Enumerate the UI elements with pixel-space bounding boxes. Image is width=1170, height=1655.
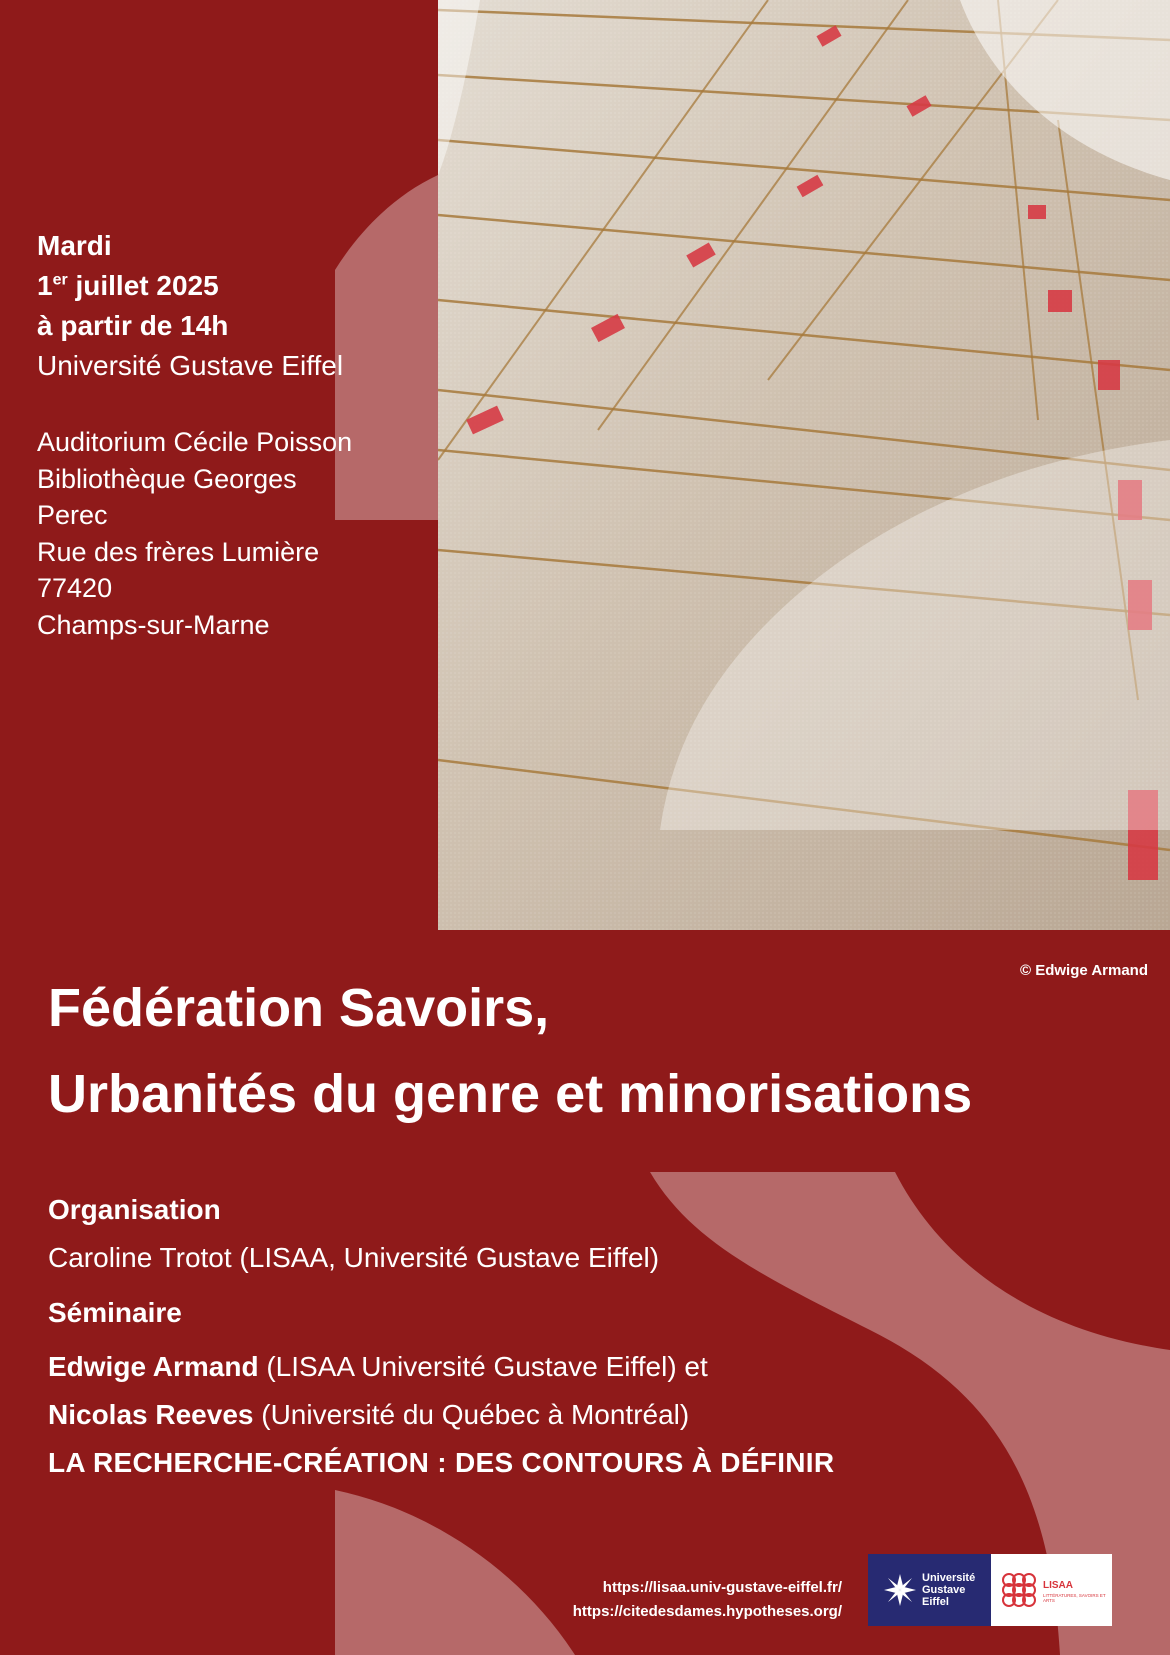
- event-institution: Université Gustave Eiffel: [37, 350, 344, 381]
- event-date-day: 1: [37, 270, 53, 301]
- link-citedesdames[interactable]: https://citedesdames.hypotheses.org/: [572, 1603, 842, 1620]
- textile-photo-graphic: [438, 0, 1170, 930]
- link-lisaa[interactable]: https://lisaa.univ-gustave-eiffel.fr/: [602, 1579, 842, 1596]
- organisation-text: Caroline Trotot (LISAA, Université Gustave Eiffel): [48, 1242, 660, 1273]
- speaker-2: [48, 1399, 689, 1431]
- event-date-suffix: er: [52, 271, 68, 289]
- photo-credit: © Edwige Armand: [1019, 962, 1148, 979]
- links: [520, 1576, 842, 1624]
- ugr-star-icon: [880, 1570, 920, 1610]
- lisaa-name: LISAA: [1043, 1580, 1073, 1591]
- lisaa-logo: [991, 1554, 1112, 1626]
- ugr-logo-text: [922, 1572, 975, 1608]
- event-date-rest: juillet 2025: [75, 270, 219, 301]
- venue-line: Perec: [37, 500, 108, 530]
- organisation-heading: Organisation: [48, 1194, 221, 1225]
- speaker-1: [48, 1351, 708, 1383]
- talk-title: LA RECHERCHE-CRÉATION : DES CONTOURS À DÉFINIR: [48, 1447, 835, 1478]
- title-line-1: Fédération Savoirs,: [48, 978, 550, 1038]
- venue-line: Rue des frères Lumière: [37, 536, 320, 567]
- lisaa-knot-icon: [999, 1570, 1039, 1610]
- title-line-2: Urbanités du genre et minorisations: [48, 1064, 973, 1124]
- event-info: [37, 226, 417, 386]
- speaker-1-name: Edwige Armand: [48, 1351, 259, 1382]
- event-day: Mardi: [37, 230, 112, 261]
- venue-line: Auditorium Cécile Poisson: [37, 427, 353, 457]
- ugr-line-3: Eiffel: [922, 1596, 949, 1608]
- venue-line: 77420: [37, 573, 113, 603]
- poster-title: [48, 965, 1158, 1137]
- event-date: [37, 266, 417, 306]
- speaker-1-affiliation: (LISAA Université Gustave Eiffel) et: [258, 1351, 708, 1382]
- lisaa-subtitle: LITTÉRATURES, SAVOIRS ET ARTS: [1043, 1593, 1106, 1603]
- speaker-2-name: Nicolas Reeves: [48, 1399, 254, 1430]
- ugr-line-1: Université: [922, 1572, 976, 1584]
- speaker-2-affiliation: (Université du Québec à Montréal): [253, 1399, 690, 1430]
- ugr-logo: [868, 1554, 991, 1626]
- venue-line: Champs-sur-Marne: [37, 609, 270, 640]
- venue-line: Bibliothèque Georges: [37, 463, 297, 494]
- seminaire-heading: Séminaire: [48, 1297, 182, 1328]
- venue-address: [37, 424, 417, 643]
- event-time: à partir de 14h: [37, 310, 229, 341]
- textile-photo: [438, 0, 1170, 930]
- ugr-line-2: Gustave: [922, 1584, 966, 1596]
